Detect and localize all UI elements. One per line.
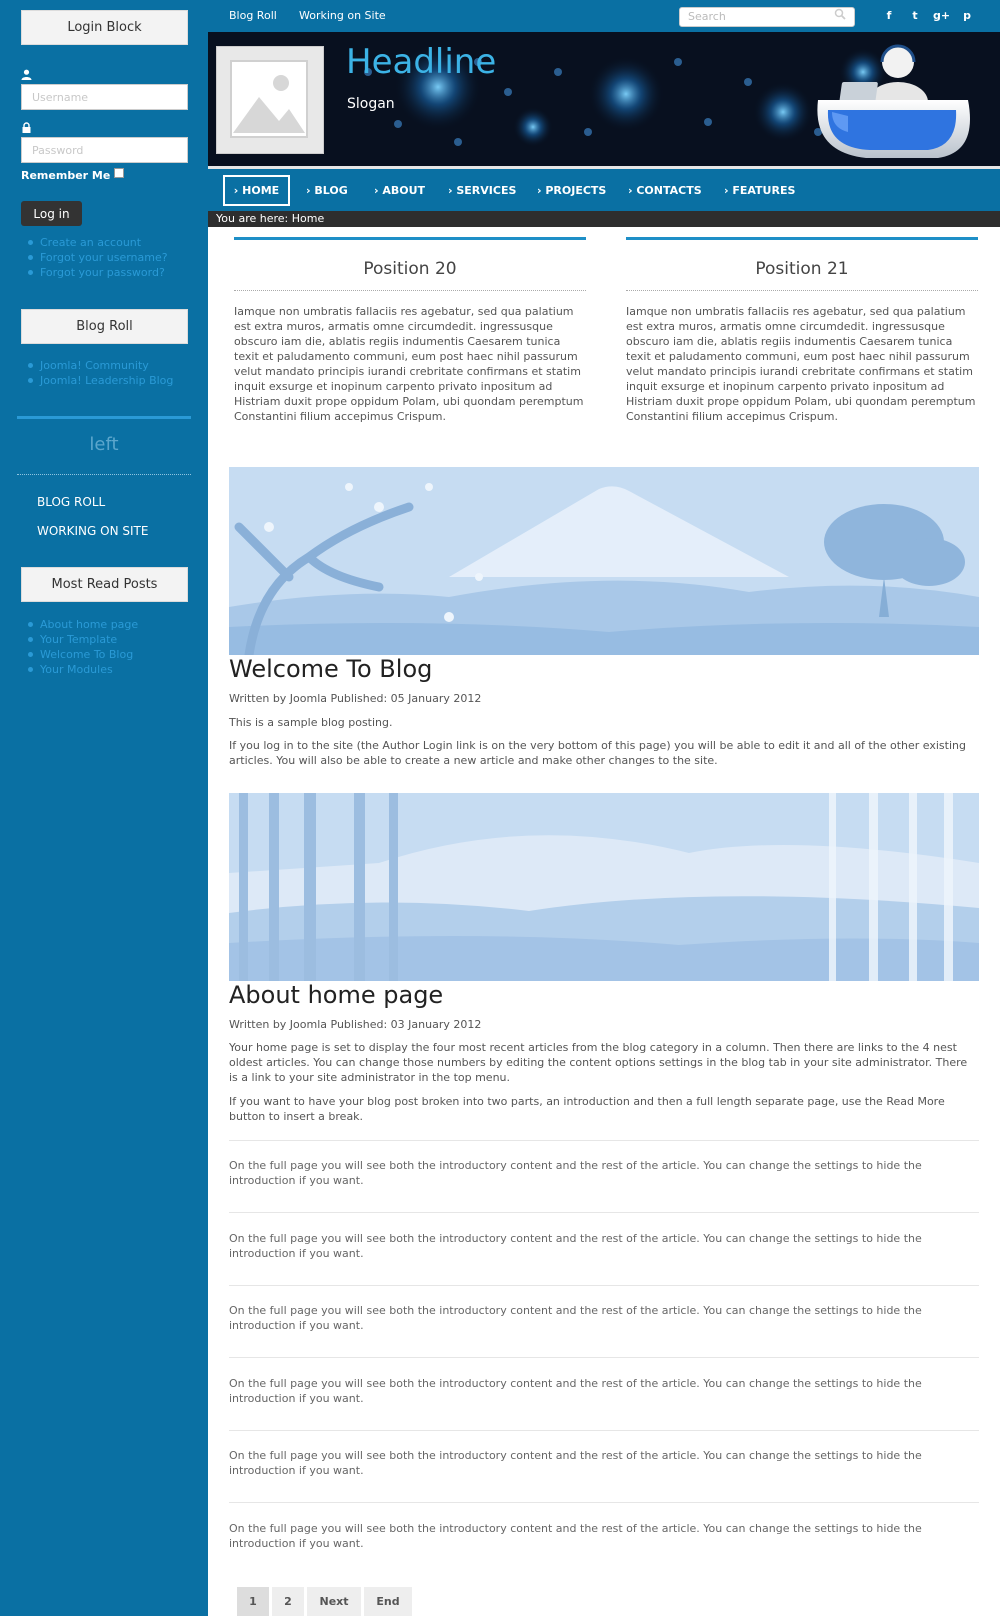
top-bar <box>208 0 1000 32</box>
list-item: On the full page you will see both the introductory content and the rest of the article. You can change the settings to hide the introduction if you want. <box>229 1304 922 1332</box>
lock-icon <box>21 122 32 133</box>
login-block-title: Login Block <box>21 10 188 45</box>
blog-roll-link[interactable]: Joomla! Leadership Blog <box>28 373 173 388</box>
article-paragraph: If you want to have your blog post broken into two parts, an introduction and then a full length separate page, use the Read More button to insert a break. <box>229 1095 945 1123</box>
blog-roll-link[interactable]: Joomla! Community <box>28 358 173 373</box>
nav-contacts[interactable]: › CONTACTS <box>628 184 702 197</box>
position-21-module <box>626 237 978 424</box>
article-meta: Written by Joomla Published: 03 January 2012 <box>229 1018 482 1031</box>
password-input[interactable] <box>21 137 188 163</box>
nav-blog[interactable]: › BLOG <box>306 184 348 197</box>
nav-projects[interactable]: › PROJECTS <box>537 184 607 197</box>
left-sidebar <box>0 0 208 1616</box>
left-menu-blog-roll[interactable]: BLOG ROLL <box>37 495 106 509</box>
site-slogan: Slogan <box>347 96 395 112</box>
search-placeholder: Search <box>688 10 726 23</box>
article-paragraph: This is a sample blog posting. <box>229 716 393 729</box>
position-title: Position 20 <box>363 259 457 279</box>
position-rule <box>234 237 586 240</box>
divider <box>229 1430 979 1431</box>
nav-features[interactable]: › FEATURES <box>724 184 796 197</box>
pagination-page-1[interactable]: 1 <box>237 1587 269 1616</box>
position-text: Iamque non umbratis fallaciis res agebatur, sed qua palatium est extra muros, armatis omne circumdedit. ingressusque obscuro iam die, ablatis regiis indumentis Caesarem tunica texit et paludamento communi, eum post haec nihil passurum velut mandato principis iurandi crebritate confirmans et statim inquit exsurge et inopinum carpento privato inpositum ad Histriam duxit prope oppidum Polam, ubi quondam peremptum Constantini filium accepimus Crispum. <box>626 305 976 423</box>
remember-me[interactable] <box>21 169 124 182</box>
header-background-graphic <box>208 32 1000 168</box>
header-banner <box>208 32 1000 168</box>
pagination-next[interactable]: Next <box>307 1587 361 1616</box>
left-module-rule <box>17 416 191 419</box>
article-meta: Written by Joomla Published: 05 January 2012 <box>229 692 482 705</box>
user-icon <box>21 69 32 80</box>
blog-roll-title: Blog Roll <box>21 309 188 344</box>
most-read-link[interactable]: About home page <box>28 617 138 632</box>
position-text: Iamque non umbratis fallaciis res agebatur, sed qua palatium est extra muros, armatis omne circumdedit. ingressusque obscuro iam die, ablatis regiis indumentis Caesarem tunica texit et paludamento communi, eum post haec nihil passurum velut mandato principis iurandi crebritate confirmans et statim inquit exsurge et inopinum carpento privato inpositum ad Histriam duxit prope oppidum Polam, ubi quondam peremptum Constantini filium accepimus Crispum. <box>234 305 584 423</box>
most-read-link[interactable]: Your Template <box>28 632 138 647</box>
left-menu-working-on-site[interactable]: WORKING ON SITE <box>37 524 149 538</box>
logo-placeholder[interactable] <box>216 46 324 154</box>
article-title[interactable]: About home page <box>229 981 444 1009</box>
nav-about[interactable]: › ABOUT <box>374 184 426 197</box>
pagination-page-2[interactable]: 2 <box>272 1587 304 1616</box>
most-read-links <box>28 617 138 677</box>
site-headline: Headline <box>346 42 497 82</box>
divider <box>229 1212 979 1213</box>
position-divider <box>626 290 978 291</box>
forgot-password-link[interactable]: Forgot your password? <box>28 265 168 280</box>
divider <box>229 1357 979 1358</box>
login-button[interactable]: Log in <box>21 201 82 226</box>
position-20-module <box>234 237 586 424</box>
list-item: On the full page you will see both the introductory content and the rest of the article. You can change the settings to hide the introduction if you want. <box>229 1159 922 1187</box>
article-paragraph: Your home page is set to display the four most recent articles from the blog category in a column. Then there are links to the 4 nest oldest articles. You can change those numbers by editing the content options settings in the blog tab in your site administrator. There is a link to your site administrator in the top menu. <box>229 1041 968 1084</box>
most-read-link[interactable]: Your Modules <box>28 662 138 677</box>
position-rule <box>626 237 978 240</box>
most-read-title: Most Read Posts <box>21 567 188 602</box>
nav-home[interactable]: › HOME <box>223 175 290 206</box>
main-area <box>208 0 1000 1616</box>
position-divider <box>234 290 586 291</box>
search-icon <box>834 8 846 26</box>
article-title[interactable]: Welcome To Blog <box>229 655 433 683</box>
blog-roll-links <box>28 358 173 388</box>
image-placeholder-icon <box>217 47 323 153</box>
forgot-username-link[interactable]: Forgot your username? <box>28 250 168 265</box>
article-paragraph: If you log in to the site (the Author Login link is on the very bottom of this page) you will be able to edit it and all of the other existing articles. You will also be able to create a new article and make other changes to the site. <box>229 739 966 767</box>
position-title: Position 21 <box>755 259 849 279</box>
most-read-link[interactable]: Welcome To Blog <box>28 647 138 662</box>
left-module-divider <box>17 474 191 475</box>
nav-services[interactable]: › SERVICES <box>448 184 517 197</box>
google-plus-icon[interactable]: g+ <box>933 9 951 22</box>
facebook-icon[interactable]: f <box>886 9 892 22</box>
pinterest-icon[interactable]: p <box>963 9 971 22</box>
left-module-title: left <box>89 434 119 455</box>
list-item: On the full page you will see both the introductory content and the rest of the article. You can change the settings to hide the introduction if you want. <box>229 1522 922 1550</box>
search-input[interactable] <box>679 7 855 27</box>
create-account-link[interactable]: Create an account <box>28 235 168 250</box>
breadcrumb: You are here: Home <box>208 211 1000 227</box>
divider <box>229 1285 979 1286</box>
article-image-mountain[interactable] <box>229 467 979 655</box>
divider <box>229 1502 979 1503</box>
top-link-blog-roll[interactable]: Blog Roll <box>229 9 277 22</box>
main-navigation <box>208 169 1000 211</box>
list-item: On the full page you will see both the introductory content and the rest of the article. You can change the settings to hide the introduction if you want. <box>229 1232 922 1260</box>
top-link-working-on-site[interactable]: Working on Site <box>299 9 386 22</box>
twitter-icon[interactable]: t <box>912 9 918 22</box>
list-item: On the full page you will see both the introductory content and the rest of the article. You can change the settings to hide the introduction if you want. <box>229 1449 922 1477</box>
pagination-end[interactable]: End <box>364 1587 412 1616</box>
article-image-bamboo[interactable] <box>229 793 979 981</box>
username-input[interactable] <box>21 84 188 110</box>
login-links <box>28 235 168 280</box>
remember-me-checkbox[interactable] <box>114 168 124 178</box>
divider <box>229 1140 979 1141</box>
list-item: On the full page you will see both the introductory content and the rest of the article. You can change the settings to hide the introduction if you want. <box>229 1377 922 1405</box>
remember-me-label: Remember Me <box>21 169 111 182</box>
